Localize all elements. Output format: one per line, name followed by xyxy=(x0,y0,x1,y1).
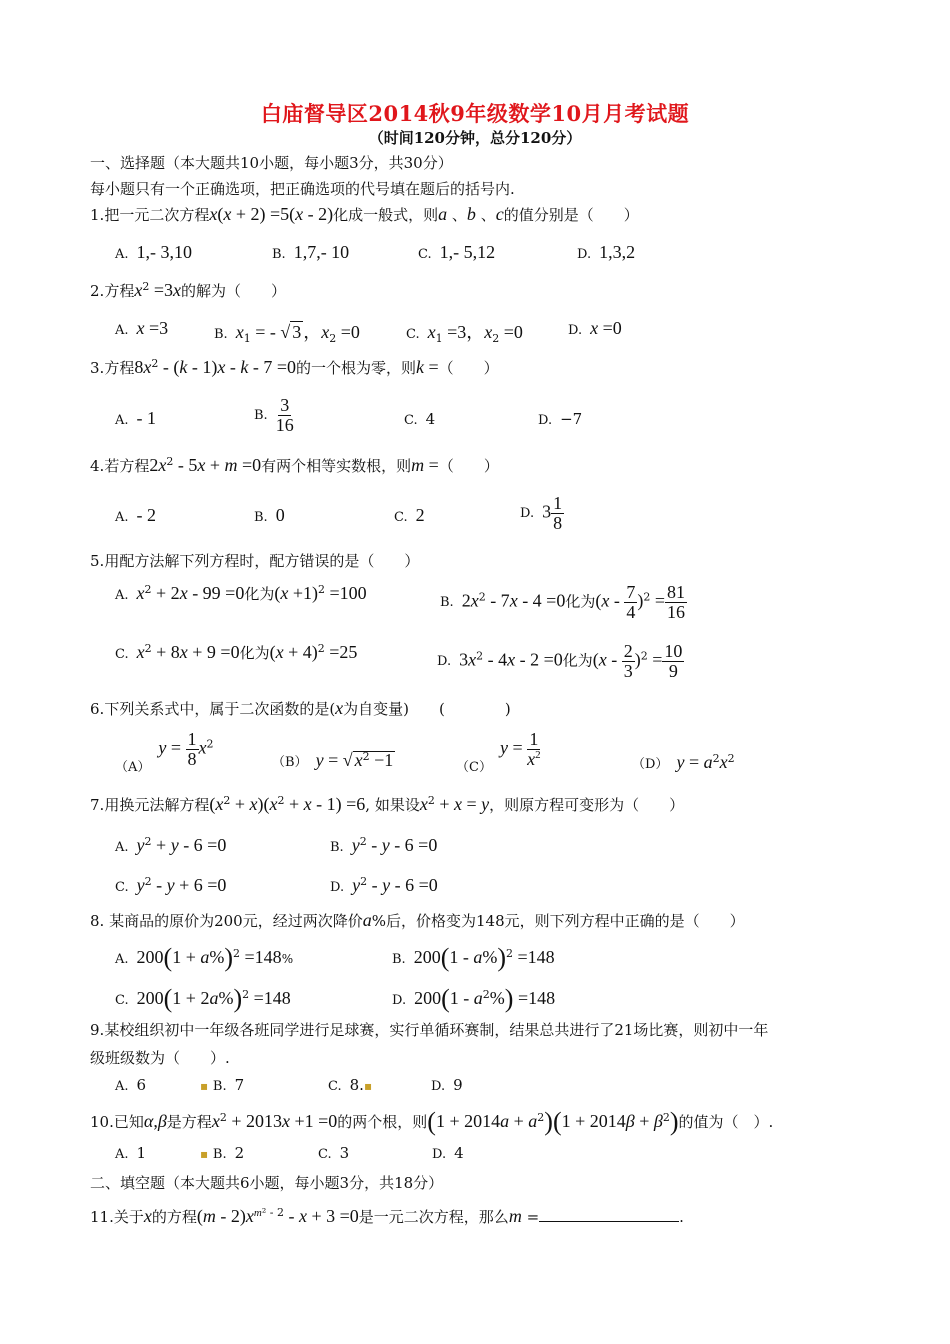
question-6: 6.下列关系式中，属于二次函数的是(x为自变量) ( ) xyxy=(90,698,511,718)
q3-option-d: D. −7 xyxy=(538,410,583,428)
q6-option-c: （C）y = $\frac{1}{x^2}$ xyxy=(456,729,541,776)
q3-option-c: C. 4 xyxy=(404,410,436,428)
question-8: 8. 某商品的原价为200元，经过两次降价a%后，价格变为148元，则下列方程中正确的是（ ） xyxy=(90,910,745,930)
section1-note: 每小题只有一个正确选项，把正确选项的代号填在题后的括号内. xyxy=(90,180,515,198)
q5-option-a: A. $x^2 + 2x - 99 =0$化为$(x +1)^2 =100$ xyxy=(115,583,367,603)
q8-option-b: B. 200(1 - a%)$^2$ =148 xyxy=(392,943,555,972)
page-subtitle: （时间120分钟，总分120分） xyxy=(368,129,582,147)
q6-option-a: （A）y = $\frac{1}{8}$ $x^2$ xyxy=(115,729,214,776)
question-9-line2: 级班级数为（ ）. xyxy=(90,1049,230,1067)
q4-option-d: D. 3 $\frac{1}{8}$ xyxy=(520,493,563,533)
q9-option-d: D. 9 xyxy=(431,1076,463,1094)
q6-option-b: （B） y = √ $x^2 -1$ xyxy=(272,750,394,770)
q7-option-b: B. $y^2 - y - 6 =0$ xyxy=(330,835,438,855)
q5-option-b: B. $2x^2 - 7x - 4 =0$化为(x - $\frac{7}{4}$ )$^2$ = $\frac{81}{16}$ xyxy=(440,582,686,622)
q10-option-d: D. 4 xyxy=(432,1144,464,1162)
q9-option-c: C. 8.▪ xyxy=(328,1076,373,1094)
q10-option-b: ▪ B. 2 xyxy=(200,1144,245,1162)
section1-heading: 一、选择题（本大题共10小题，每小题3分，共30分） xyxy=(90,154,453,172)
question-3: 3.方程$8x^2 - (k - 1)x - k - 7 =0$的一个根为零，则k =（ ） xyxy=(90,357,499,377)
question-9-line1: 9.某校组织初中一年级各班同学进行足球赛，实行单循环赛制，结果总共进行了21场比赛，则初中一年 xyxy=(90,1021,769,1039)
q1-option-d: D. 1,3,2 xyxy=(577,242,636,262)
q8-option-d: D. $200(1 - a^2\%) =148$ xyxy=(392,984,556,1013)
q4-option-a: A. - 2 xyxy=(115,505,157,525)
q1-option-c: C. 1,- 5,12 xyxy=(418,242,496,262)
q3-option-a: A. - 1 xyxy=(115,408,157,428)
q6-option-d: （D） $y = a^2x^2$ xyxy=(632,752,735,772)
q11-answer-blank[interactable] xyxy=(539,1207,679,1222)
section2-heading: 二、填空题（本大题共6小题，每小题3分，共18分） xyxy=(90,1174,444,1192)
page-title: 白庙督导区2014秋9年级数学10月月考试题 xyxy=(260,101,690,126)
q2-option-b: B. $x_1$ = - √ 3 ，$x_2 =0$ xyxy=(214,322,360,345)
question-7: 7.用换元法解方程$(x^2 + x)(x^2 + x - 1) =6$, 如果设$x^2 + x = y$，则原方程可变形为（ ） xyxy=(90,794,685,814)
q8-option-c: C. $200(1 + 2a\%)^2 =148$ xyxy=(115,984,291,1013)
question-11: 11.关于x的方程$(m - 2)x^{m^2 - 2} - x + 3 =0$是一元二次方程，那么m = . xyxy=(90,1206,684,1226)
q10-option-a: A. 1 xyxy=(115,1144,147,1162)
q2-option-d: D. x =0 xyxy=(568,318,622,338)
q3-option-b: B. $\frac{3}{16}$ xyxy=(254,395,294,435)
q4-option-c: C. 2 xyxy=(394,505,425,525)
q5-option-d: D. $3x^2 - 4x - 2 =0$化为(x - $\frac{2}{3}$ )$^2$ = $\frac{10}{9}$ xyxy=(437,641,683,681)
q5-option-c: C. $x^2 + 8x + 9 =0$化为$(x + 4)^2 =25$ xyxy=(115,642,358,662)
q7-option-c: C. $y^2 - y + 6 =0$ xyxy=(115,875,227,895)
question-10: 10.已知α,β是方程$x^2 + 2013x +1 =0$的两个根，则$(1 + 2014a + a^2)(1 + 2014\beta + \beta^2)$的值为（ ）. xyxy=(90,1107,774,1136)
q2-option-a: A. x =3 xyxy=(115,318,169,338)
q1-option-b: B. 1,7,- 10 xyxy=(272,242,350,262)
q10-option-c: C. 3 xyxy=(318,1144,350,1162)
q7-option-a: A. $y^2 + y - 6 =0$ xyxy=(115,835,227,855)
q9-option-a: A. 6 xyxy=(115,1076,147,1094)
question-1: 1.把一元二次方程x(x + 2) =5(x - 2)化成一般式，则a 、b 、c的值分别是（ ） xyxy=(90,204,639,224)
q1-option-a: A. 1,- 3,10 xyxy=(115,242,193,262)
q7-option-d: D. $y^2 - y - 6 =0$ xyxy=(330,875,438,895)
q4-option-b: B. 0 xyxy=(254,505,285,525)
q2-option-c: C. $x_1 =3$，$x_2 =0$ xyxy=(406,322,523,345)
question-4: 4.若方程$2x^2 - 5x + m =0$有两个相等实数根，则m =（ ） xyxy=(90,455,499,475)
q9-option-b: ▪ B. 7 xyxy=(200,1076,245,1094)
question-5: 5.用配方法解下列方程时，配方错误的是（ ） xyxy=(90,552,420,570)
question-2: 2.方程$x^2 =3x$的解为（ ） xyxy=(90,280,286,300)
q8-option-a: A. $200(1 + a\%)^2 =148\%$ xyxy=(115,943,294,972)
